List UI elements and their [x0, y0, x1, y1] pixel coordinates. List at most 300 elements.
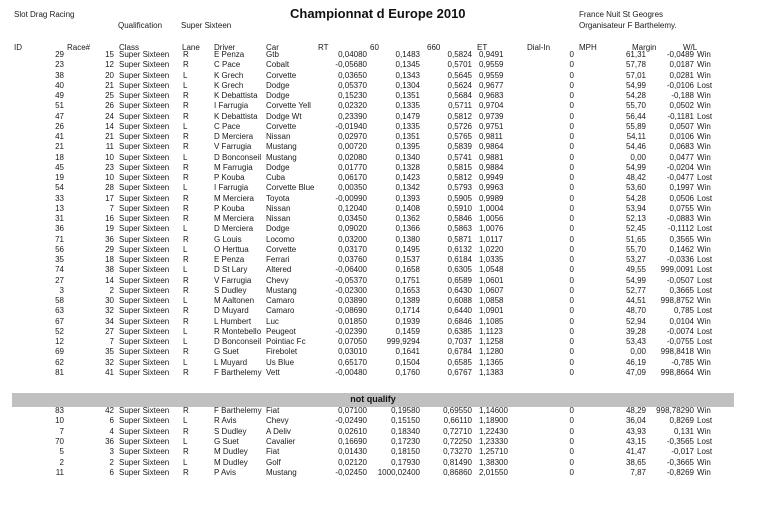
- cell-class: Super Sixteen: [119, 316, 170, 326]
- cell-race: 14: [105, 275, 114, 285]
- cell-car: Locomo: [266, 234, 295, 244]
- table-row: [0, 368, 766, 378]
- cell-60: 0,1351: [395, 132, 420, 141]
- cell-race: 34: [105, 316, 114, 326]
- cell-race: 6: [109, 467, 114, 477]
- cell-wl: Win: [697, 316, 711, 326]
- cell-class: Super Sixteen: [119, 183, 170, 193]
- cell-et: 1,23330: [479, 436, 508, 446]
- cell-660: 0,5793: [447, 183, 472, 193]
- cell-et: 1,0607: [479, 285, 504, 295]
- cell-margin: 0,0187: [669, 60, 694, 70]
- cell-wl: Lost: [697, 173, 713, 182]
- cell-driver: I Farrugia: [214, 183, 249, 193]
- cell-60: 0,1653: [395, 285, 420, 295]
- cell-driver: F Barthelemy: [214, 406, 262, 415]
- cell-class: Super Sixteen: [119, 214, 170, 223]
- cell-margin: -0,188: [671, 91, 694, 100]
- cell-660: 0,5812: [447, 173, 472, 182]
- cell-driver: K Grech: [214, 70, 244, 80]
- class-label: Super Sixteen: [181, 21, 232, 30]
- cell-60: 0,1459: [395, 326, 420, 336]
- cell-id: 47: [55, 111, 64, 121]
- cell-margin: 0,1997: [669, 183, 694, 193]
- cell-class: Super Sixteen: [119, 426, 170, 436]
- cell-60: 0,1342: [395, 183, 420, 193]
- cell-car: Ferrari: [266, 255, 290, 264]
- cell-race: 32: [105, 357, 114, 367]
- cell-mph: 53,43: [625, 337, 646, 346]
- cell-60: 0,1380: [395, 234, 420, 244]
- cell-class: Super Sixteen: [119, 91, 170, 100]
- cell-60: 0,17930: [391, 457, 420, 467]
- cell-lane: L: [183, 183, 188, 193]
- cell-rt: 0,00720: [338, 142, 367, 152]
- cell-id: 35: [55, 255, 64, 264]
- cell-660: 0,6088: [447, 296, 472, 305]
- cell-et: 1,1258: [479, 337, 504, 346]
- cell-car: Firebolet: [266, 347, 298, 357]
- cell-dial-in: 0: [569, 416, 574, 426]
- cell-lane: L: [183, 70, 188, 80]
- cell-et: 0,9559: [479, 70, 504, 80]
- cell-lane: L: [183, 457, 188, 467]
- cell-mph: 7,87: [630, 467, 646, 477]
- cell-660: 0,72250: [443, 436, 472, 446]
- cell-driver: D Bonconseil: [214, 337, 262, 346]
- cell-60: 0,1751: [395, 275, 420, 285]
- cell-dial-in: 0: [569, 347, 574, 357]
- cell-660: 0,5824: [447, 50, 472, 59]
- cell-lane: R: [183, 285, 189, 295]
- cell-lane: R: [183, 306, 189, 316]
- cell-dial-in: 0: [569, 121, 574, 131]
- cell-margin: -0,0106: [666, 80, 694, 90]
- cell-class: Super Sixteen: [119, 121, 170, 131]
- cell-dial-in: 0: [569, 70, 574, 80]
- cell-660: 0,5910: [447, 203, 472, 213]
- table-row: [0, 286, 766, 296]
- cell-car: Luc: [266, 316, 279, 326]
- cell-class: Super Sixteen: [119, 416, 170, 426]
- cell-id: 18: [55, 152, 64, 162]
- cell-mph: 41,47: [625, 447, 646, 457]
- cell-driver: C Pace: [214, 121, 241, 131]
- col-car: Car: [266, 43, 279, 52]
- cell-class: Super Sixteen: [119, 162, 170, 172]
- cell-rt: 0,03760: [338, 255, 367, 264]
- cell-et: 0,9989: [479, 193, 504, 203]
- cell-wl: Win: [697, 152, 711, 162]
- cell-lane: L: [183, 326, 188, 336]
- cell-60: 0,1304: [395, 80, 420, 90]
- cell-wl: Lost: [697, 224, 713, 234]
- cell-rt: 0,03010: [338, 347, 367, 357]
- cell-driver: D Merciera: [214, 224, 254, 234]
- cell-margin: 998,8664: [660, 367, 694, 377]
- cell-mph: 48,70: [625, 306, 646, 316]
- cell-race: 30: [105, 296, 114, 305]
- cell-driver: D Muyard: [214, 306, 249, 316]
- cell-class: Super Sixteen: [119, 296, 170, 305]
- cell-et: 1,0004: [479, 203, 504, 213]
- cell-margin: 0,0683: [669, 142, 694, 152]
- table-row: [0, 468, 766, 478]
- cell-id: 29: [55, 50, 64, 59]
- cell-dial-in: 0: [569, 111, 574, 121]
- cell-car: Vett: [266, 367, 280, 377]
- cell-id: 19: [55, 173, 64, 182]
- cell-60: 0,18340: [391, 426, 420, 436]
- cell-mph: 51,65: [625, 234, 646, 244]
- table-row: [0, 235, 766, 245]
- cell-car: Dodge: [266, 80, 290, 90]
- cell-rt: 0,02120: [338, 457, 367, 467]
- cell-et: 1,1085: [479, 316, 504, 326]
- cell-660: 0,5684: [447, 91, 472, 100]
- cell-class: Super Sixteen: [119, 142, 170, 152]
- cell-mph: 48,29: [625, 406, 646, 415]
- cell-car: Mustang: [266, 142, 297, 152]
- cell-class: Super Sixteen: [119, 255, 170, 264]
- cell-wl: Win: [697, 162, 711, 172]
- cell-dial-in: 0: [569, 457, 574, 467]
- cell-margin: -0,017: [671, 447, 694, 457]
- cell-lane: R: [183, 203, 189, 213]
- cell-wl: Win: [697, 142, 711, 152]
- cell-id: 70: [55, 436, 64, 446]
- cell-car: Camaro: [266, 306, 295, 316]
- cell-mph: 55,70: [625, 101, 646, 111]
- cell-margin: -0,3665: [666, 457, 694, 467]
- cell-660: 0,5871: [447, 234, 472, 244]
- cell-id: 33: [55, 193, 64, 203]
- cell-wl: Lost: [697, 436, 713, 446]
- col-id: ID: [14, 43, 22, 52]
- cell-driver: G Louis: [214, 234, 242, 244]
- cell-driver: S Dudley: [214, 426, 247, 436]
- cell-class: Super Sixteen: [119, 275, 170, 285]
- cell-et: 0,9811: [479, 132, 503, 141]
- table-row: [0, 306, 766, 316]
- cell-race: 14: [105, 121, 114, 131]
- cell-lane: R: [183, 101, 189, 111]
- cell-race: 19: [105, 224, 114, 234]
- cell-wl: Win: [697, 60, 711, 70]
- cell-mph: 43,93: [625, 426, 646, 436]
- cell-driver: F Barthelemy: [214, 367, 262, 377]
- cell-class: Super Sixteen: [119, 447, 170, 457]
- cell-et: 1,25710: [479, 447, 508, 457]
- cell-car: Mustang: [266, 285, 297, 295]
- cell-660: 0,5846: [447, 214, 472, 223]
- cell-rt: 0,03170: [338, 244, 367, 254]
- cell-dial-in: 0: [569, 265, 574, 275]
- cell-wl: Win: [697, 457, 711, 467]
- table-row: [0, 458, 766, 468]
- cell-id: 27: [55, 275, 64, 285]
- cell-rt: 0,23390: [338, 111, 367, 121]
- cell-wl: Win: [697, 50, 711, 59]
- cell-60: 0,1328: [395, 162, 420, 172]
- cell-wl: Win: [697, 234, 711, 244]
- cell-mph: 52,77: [625, 285, 646, 295]
- cell-et: 1,0858: [479, 296, 504, 305]
- cell-driver: D St Lary: [214, 265, 248, 275]
- cell-margin: 0,8269: [669, 416, 694, 426]
- cell-class: Super Sixteen: [119, 60, 170, 70]
- cell-dial-in: 0: [569, 285, 574, 295]
- cell-mph: 0,00: [630, 347, 646, 357]
- table-row: [0, 214, 766, 224]
- cell-660: 0,5839: [447, 142, 472, 152]
- cell-driver: S Dudley: [214, 285, 247, 295]
- cell-class: Super Sixteen: [119, 224, 170, 234]
- cell-lane: R: [183, 426, 189, 436]
- cell-class: Super Sixteen: [119, 132, 170, 141]
- cell-dial-in: 0: [569, 436, 574, 446]
- cell-mph: 43,15: [625, 436, 646, 446]
- cell-race: 36: [105, 234, 114, 244]
- cell-margin: -0,0204: [666, 162, 694, 172]
- cell-lane: R: [183, 60, 189, 70]
- cell-mph: 36,04: [625, 416, 646, 426]
- cell-id: 81: [55, 367, 64, 377]
- cell-660: 0,73270: [443, 447, 472, 457]
- cell-mph: 53,27: [625, 255, 646, 264]
- cell-mph: 44,51: [625, 296, 646, 305]
- cell-wl: Win: [697, 467, 711, 477]
- cell-660: 0,5812: [447, 111, 472, 121]
- cell-rt: 0,03890: [338, 296, 367, 305]
- cell-driver: P Avis: [214, 467, 236, 477]
- table-row: [0, 122, 766, 132]
- cell-race: 10: [105, 173, 114, 182]
- cell-dial-in: 0: [569, 142, 574, 152]
- cell-rt: 0,07050: [338, 337, 367, 346]
- cell-60: 0,1479: [395, 111, 420, 121]
- cell-id: 3: [59, 285, 64, 295]
- table-row: [0, 437, 766, 447]
- table-row: [0, 112, 766, 122]
- cell-660: 0,5863: [447, 224, 472, 234]
- cell-dial-in: 0: [569, 173, 574, 182]
- cell-rt: 0,65170: [338, 357, 367, 367]
- cell-id: 26: [55, 121, 64, 131]
- cell-margin: 998,8752: [660, 296, 694, 305]
- cell-dial-in: 0: [569, 296, 574, 305]
- cell-660: 0,6589: [447, 275, 472, 285]
- cell-dial-in: 0: [569, 326, 574, 336]
- table-row: [0, 265, 766, 275]
- cell-id: 2: [59, 457, 64, 467]
- cell-660: 0,6585: [447, 357, 472, 367]
- cell-et: 1,0220: [479, 244, 504, 254]
- cell-race: 42: [105, 406, 114, 415]
- cell-lane: R: [183, 132, 189, 141]
- cell-mph: 55,70: [625, 244, 646, 254]
- cell-660: 0,5815: [447, 162, 472, 172]
- cell-dial-in: 0: [569, 426, 574, 436]
- cell-660: 0,5645: [447, 70, 472, 80]
- cell-dial-in: 0: [569, 101, 574, 111]
- cell-race: 18: [105, 255, 114, 264]
- cell-car: Fiat: [266, 447, 280, 457]
- cell-660: 0,6767: [447, 367, 472, 377]
- cell-car: Nissan: [266, 214, 291, 223]
- cell-lane: L: [183, 80, 188, 90]
- cell-race: 21: [105, 80, 114, 90]
- cell-wl: Lost: [697, 111, 713, 121]
- cell-id: 49: [55, 91, 64, 100]
- cell-lane: R: [183, 162, 189, 172]
- cell-et: 1,18900: [479, 416, 508, 426]
- cell-car: Dodge: [266, 162, 290, 172]
- cell-lane: R: [183, 255, 189, 264]
- cell-wl: Win: [697, 357, 711, 367]
- cell-et: 1,22430: [479, 426, 508, 436]
- cell-rt: 0,04080: [338, 50, 367, 59]
- col-et: ET: [477, 43, 488, 52]
- cell-race: 2: [109, 457, 114, 467]
- cell-660: 0,5624: [447, 80, 472, 90]
- cell-car: Cuba: [266, 173, 286, 182]
- cell-margin: 998,8418: [660, 347, 694, 357]
- cell-wl: Lost: [697, 326, 713, 336]
- cell-driver: M Dudley: [214, 447, 248, 457]
- cell-margin: -0,785: [671, 357, 694, 367]
- cell-60: 999,9294: [386, 337, 420, 346]
- cell-driver: D Merciera: [214, 132, 254, 141]
- cell-dial-in: 0: [569, 132, 574, 141]
- col-60: 60: [370, 43, 379, 52]
- cell-et: 0,9884: [479, 162, 504, 172]
- cell-et: 0,9963: [479, 183, 504, 193]
- cell-driver: E Penza: [214, 50, 245, 59]
- cell-60: 0,1351: [395, 91, 420, 100]
- cell-car: Toyota: [266, 193, 290, 203]
- table-row: [0, 50, 766, 60]
- cell-race: 7: [109, 337, 114, 346]
- cell-wl: Win: [697, 183, 711, 193]
- cell-driver: K Grech: [214, 80, 244, 90]
- cell-class: Super Sixteen: [119, 203, 170, 213]
- cell-wl: Lost: [697, 306, 713, 316]
- cell-et: 1,0548: [479, 265, 504, 275]
- cell-rt: 0,02970: [338, 132, 367, 141]
- cell-660: 0,81490: [443, 457, 472, 467]
- cell-mph: 54,99: [625, 162, 646, 172]
- cell-wl: Win: [697, 406, 711, 415]
- cell-lane: R: [183, 142, 189, 152]
- cell-lane: R: [183, 467, 189, 477]
- cell-wl: Win: [697, 132, 711, 141]
- cell-660: 0,66110: [443, 416, 472, 426]
- cell-mph: 54,28: [625, 91, 646, 100]
- cell-dial-in: 0: [569, 203, 574, 213]
- cell-car: Fiat: [266, 406, 280, 415]
- cell-lane: L: [183, 416, 188, 426]
- cell-car: Altered: [266, 265, 292, 275]
- cell-race: 23: [105, 162, 114, 172]
- cell-lane: L: [183, 224, 188, 234]
- cell-dial-in: 0: [569, 316, 574, 326]
- cell-margin: -0,0336: [666, 255, 694, 264]
- cell-driver: L Humbert: [214, 316, 252, 326]
- cell-mph: 54,46: [625, 142, 646, 152]
- table-row: [0, 327, 766, 337]
- table-row: [0, 296, 766, 306]
- cell-60: 0,17230: [391, 436, 420, 446]
- cell-wl: Win: [697, 91, 711, 100]
- cell-driver: K Debattista: [214, 111, 258, 121]
- cell-mph: 47,09: [625, 367, 646, 377]
- cell-car: Cavalier: [266, 436, 296, 446]
- cell-60: 0,1362: [395, 214, 420, 223]
- cell-mph: 57,01: [625, 70, 646, 80]
- cell-mph: 56,44: [625, 111, 646, 121]
- cell-car: Dodge: [266, 91, 290, 100]
- cell-et: 1,1365: [479, 357, 504, 367]
- cell-wl: Win: [697, 367, 711, 377]
- cell-mph: 61,31: [625, 50, 646, 59]
- cell-et: 1,1123: [479, 326, 503, 336]
- cell-660: 0,6784: [447, 347, 472, 357]
- cell-driver: P Kouba: [214, 173, 245, 182]
- cell-lane: R: [183, 447, 189, 457]
- cell-race: 36: [105, 436, 114, 446]
- organizer-label: Organisateur F Barthelemy.: [579, 21, 677, 30]
- cell-margin: 998,78290: [656, 406, 694, 415]
- cell-et: 1,0901: [479, 306, 504, 316]
- col-class: Class: [119, 43, 140, 52]
- cell-60: 0,1345: [395, 60, 420, 70]
- cell-margin: 0,0506: [669, 193, 694, 203]
- cell-60: 0,1714: [395, 306, 420, 316]
- table-row: [0, 204, 766, 214]
- cell-driver: G Suet: [214, 436, 239, 446]
- cell-mph: 54,28: [625, 193, 646, 203]
- cell-wl: Win: [697, 101, 711, 111]
- cell-dial-in: 0: [569, 306, 574, 316]
- cell-lane: R: [183, 214, 189, 223]
- cell-class: Super Sixteen: [119, 406, 170, 415]
- cell-car: Mustang: [266, 152, 297, 162]
- cell-id: 40: [55, 80, 64, 90]
- cell-60: 0,1939: [395, 316, 420, 326]
- cell-id: 41: [55, 132, 64, 141]
- cell-id: 63: [55, 306, 64, 316]
- cell-car: Peugeot: [266, 326, 296, 336]
- cell-dial-in: 0: [569, 214, 574, 223]
- cell-wl: Lost: [697, 255, 713, 264]
- cell-mph: 52,45: [625, 224, 646, 234]
- cell-60: 0,1335: [395, 121, 420, 131]
- cell-margin: -0,0477: [666, 173, 694, 182]
- cell-driver: R Montebello: [214, 326, 262, 336]
- cell-60: 0,1395: [395, 142, 420, 152]
- cell-race: 38: [105, 265, 114, 275]
- cell-dial-in: 0: [569, 244, 574, 254]
- cell-driver: I Farrugia: [214, 101, 249, 111]
- cell-60: 0,1366: [395, 224, 420, 234]
- cell-class: Super Sixteen: [119, 326, 170, 336]
- cell-class: Super Sixteen: [119, 80, 170, 90]
- cell-race: 3: [109, 447, 114, 457]
- cell-wl: Lost: [697, 337, 713, 346]
- cell-id: 83: [55, 406, 64, 415]
- col-lane: Lane: [182, 43, 200, 52]
